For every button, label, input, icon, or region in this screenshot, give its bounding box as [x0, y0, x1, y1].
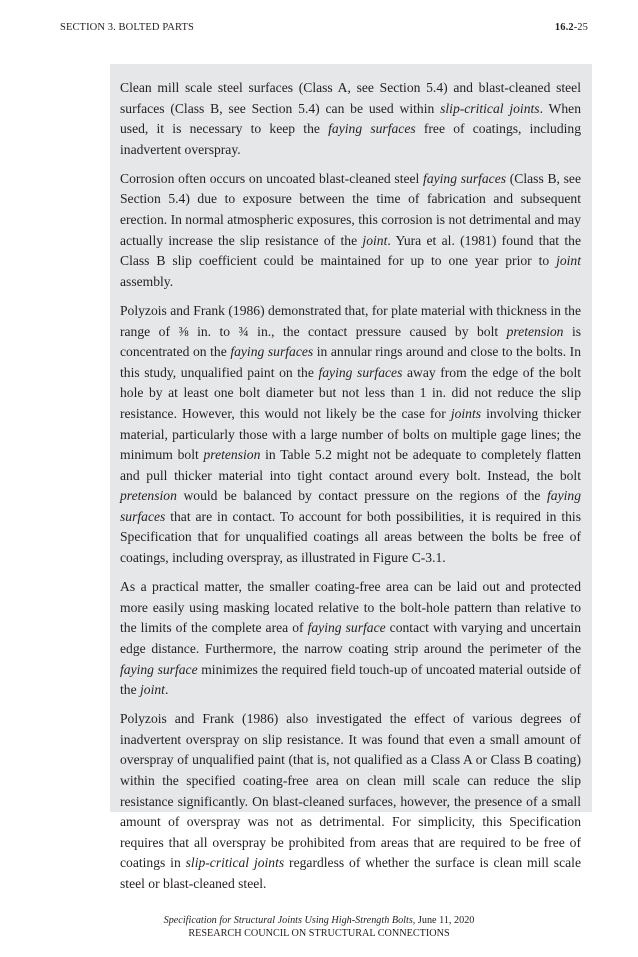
- defined-term: faying surfaces: [318, 364, 403, 380]
- text-run: .: [164, 682, 169, 698]
- text-run: contact with varying and uncertain edge distance. Furthermore, the narrow coating strip around the perimeter of the: [120, 620, 581, 656]
- defined-term: joint: [556, 253, 581, 269]
- defined-term: pretension: [120, 488, 177, 504]
- text-run: Polyzois and Frank (1986) also investigated the effect of various degrees of inadvertent overspray on slip resistance. It was found that even a small amount of overspray of unqualified paint (that is, not qualified as a Class A or Class B coating) within the specified coating-free area on clean mill scale can reduce the slip resistance significantly. On blast-cleaned surfaces, however, the presence of a small amount of overspray was not as detrimental. For simplicity, this Specification requires that all overspray be prohibited from areas that are required to be free of coatings in: [120, 711, 581, 871]
- footer-spec-title: Specification for Structural Joints Using High-Strength Bolts: [163, 915, 413, 926]
- section-title: SECTION 3. BOLTED PARTS: [60, 22, 194, 33]
- commentary-paragraph: [120, 78, 581, 160]
- defined-term: pretension: [506, 323, 564, 339]
- defined-term: faying surface: [307, 620, 386, 636]
- defined-term: joint: [362, 232, 388, 248]
- defined-term: faying surfaces: [230, 344, 314, 360]
- text-run: regardless of whether the surface is clean mill scale steel or blast-cleaned steel.: [120, 855, 581, 891]
- defined-term: faying surfaces: [120, 488, 581, 524]
- text-run: free of coatings, including inadvertent overspray.: [120, 121, 582, 157]
- page-number-prefix: 16.2: [554, 22, 574, 33]
- defined-term: faying surface: [120, 661, 198, 677]
- text-run: (Class B, see Section 5.4) due to exposure between the time of fabrication and subsequent erection. In normal atmospheric exposures, this corrosion is not detrimental and may actually increase the slip resistance of the: [120, 170, 581, 248]
- text-run: would be balanced by contact pressure on the regions of the: [176, 488, 548, 504]
- defined-term: faying surfaces: [328, 121, 416, 137]
- page-number: [555, 22, 588, 33]
- text-run: Polyzois and Frank (1986) demonstrated that, for plate material with thickness in the range of ⅜ in. to ¾ in., the contact pressure caused by bolt: [120, 302, 581, 339]
- text-run: Corrosion often occurs on uncoated blast-cleaned steel: [120, 170, 424, 186]
- footer-spec-line: [0, 914, 638, 927]
- text-run: As a practical matter, the smaller coating-free area can be laid out and protected more easily using masking located relative to the bolt-hole pattern than relative to the limits of the complete area of: [120, 579, 581, 636]
- defined-term: slip-critical joints: [185, 855, 285, 871]
- text-run: away from the edge of the bolt hole by at least one bolt diameter but not less than 1 in. did not reduce the slip resistance. However, this would not likely be the case for: [120, 364, 581, 421]
- defined-term: pretension: [203, 447, 261, 463]
- text-run: in Table 5.2 might not be adequate to completely flatten and pull thicker material into tight contact around every bolt. Instead, the bolt: [120, 447, 582, 483]
- text-run: minimizes the required field touch-up of uncoated material outside of the: [120, 661, 581, 698]
- text-run: involving thicker material, particularly those with a large number of bolts on multiple gage lines; the minimum bolt: [120, 405, 581, 463]
- commentary-paragraph: [120, 709, 581, 894]
- defined-term: slip-critical joints: [440, 100, 540, 116]
- text-run: Clean mill scale steel surfaces (Class A, see Section 5.4) and blast-cleaned steel surfaces (Class B, see Section 5.4) can be used within: [120, 80, 581, 116]
- text-run: is concentrated on the: [120, 323, 582, 360]
- text-run: assembly.: [120, 273, 174, 289]
- defined-term: joint: [140, 682, 165, 698]
- defined-term: joints: [450, 405, 482, 421]
- footer-date: , June 11, 2020: [412, 915, 475, 926]
- text-run: . Yura et al. (1981) found that the Class B slip coefficient could be maintained for up to one year prior to: [120, 232, 581, 269]
- text-run: in annular rings around and close to the bolts. In this study, unqualified paint on the: [120, 344, 581, 380]
- running-header: [60, 22, 588, 38]
- commentary-paragraph: [120, 301, 581, 569]
- text-run: that are in contact. To account for both possibilities, it is required in this Specification that for unqualified coatings all areas between the bolts be free of coatings, including overspray, as illustrated in Figure C-3.1.: [120, 508, 581, 566]
- commentary-paragraph: [120, 577, 581, 701]
- text-run: . When used, it is necessary to keep the: [120, 100, 581, 137]
- page-number-suffix: -25: [573, 22, 588, 33]
- defined-term: faying surfaces: [423, 170, 507, 186]
- commentary-box: [110, 64, 592, 891]
- footer-council: RESEARCH COUNCIL ON STRUCTURAL CONNECTIONS: [188, 928, 450, 939]
- page-footer: [0, 914, 638, 940]
- commentary-paragraph: [120, 169, 581, 293]
